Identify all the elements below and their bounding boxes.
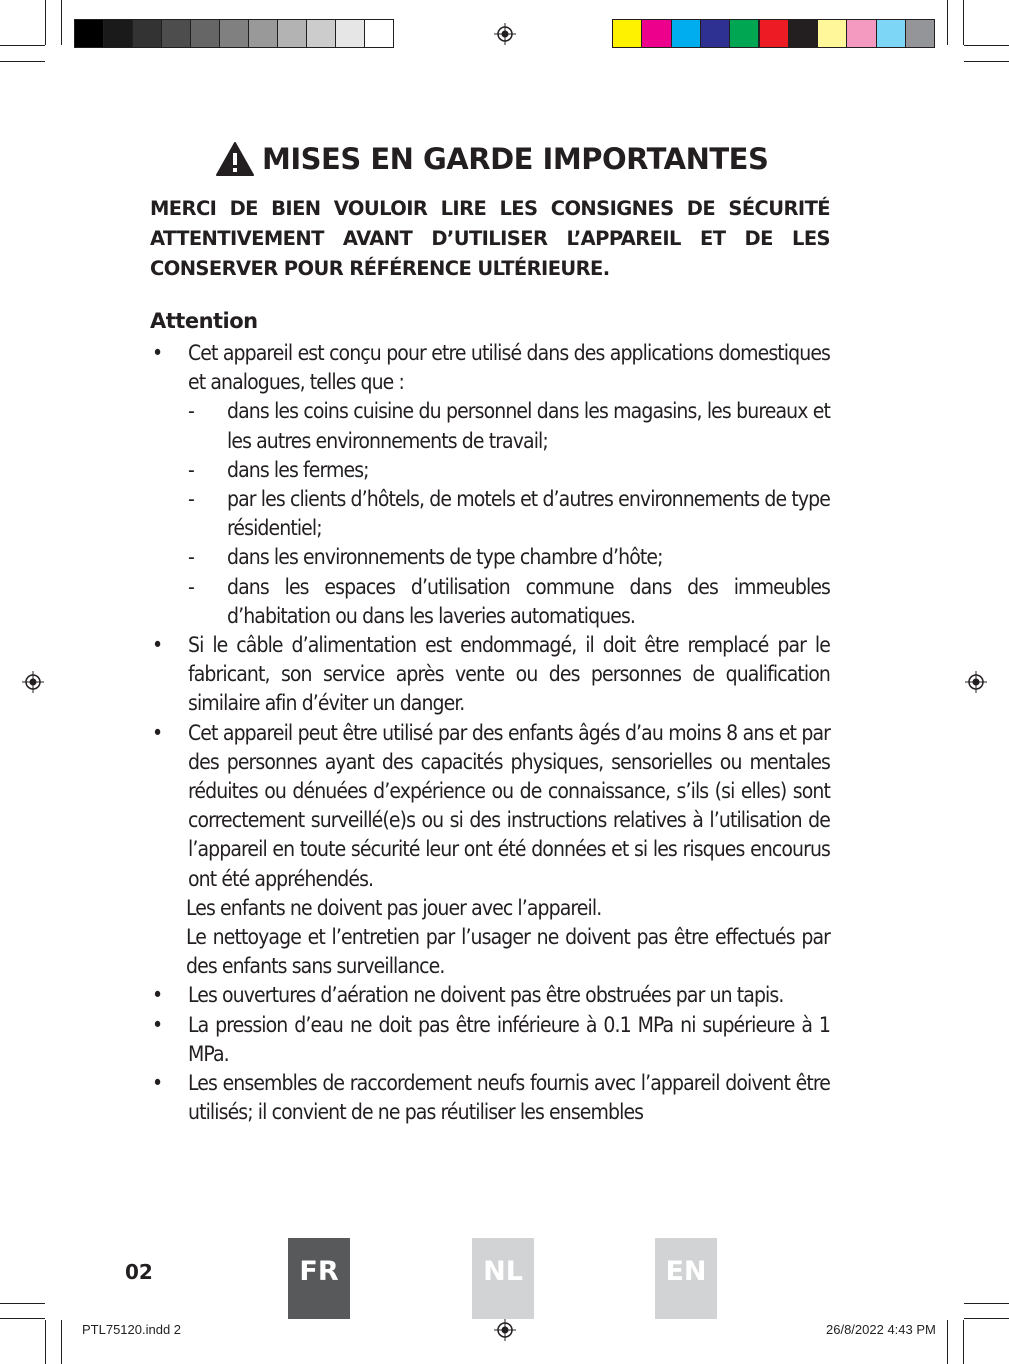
warning-triangle-icon [216, 142, 254, 176]
page-title [216, 142, 776, 176]
language-tab-label: FR [299, 1256, 339, 1287]
list-item-note: Les enfants ne doivent pas jouer avec l’appareil. [186, 895, 602, 920]
color-swatch [876, 19, 906, 48]
sub-list-item: - dans les coins cuisine du personnel dans les magasins, les bureaux et les autres environnements de travail; [150, 397, 830, 455]
crop-mark [0, 1318, 45, 1319]
sub-list-item: - par les clients d’hôtels, de motels et d’autres environnements de type résidentiel; [150, 485, 830, 543]
warnings-list [150, 339, 830, 1127]
crop-mark [61, 1320, 62, 1364]
color-swatch [671, 19, 701, 48]
color-swatch [788, 19, 818, 48]
crop-mark [0, 1303, 45, 1304]
sub-list-item: - dans les environnements de type chambre d’hôte; [150, 543, 830, 572]
attention-heading: Attention [150, 309, 258, 333]
list-item: • Les ouvertures d’aération ne doivent pas être obstruées par un tapis. [150, 981, 830, 1010]
color-swatch [277, 19, 307, 48]
color-swatch [759, 19, 789, 48]
color-swatch [132, 19, 162, 48]
color-swatch [103, 19, 133, 48]
color-swatch [641, 19, 671, 48]
registration-mark-icon [494, 23, 516, 45]
language-tab-label: EN [665, 1256, 707, 1287]
color-swatch [700, 19, 730, 48]
safety-intro: MERCI DE BIEN VOULOIR LIRE LES CONSIGNES DE SÉCURITÉ ATTENTIVEMENT AVANT D’UTILISER L’APPAREIL ET DE LES CONSERVER POUR RÉFÉRENCE ULTÉRIEURE. [150, 197, 830, 280]
color-swatch [248, 19, 278, 48]
crop-mark [0, 61, 45, 62]
color-swatch [190, 19, 220, 48]
page-number: 02 [125, 1260, 153, 1284]
crop-mark [964, 45, 1009, 46]
color-swatch [612, 19, 642, 48]
list-item-note: Le nettoyage et l’entretien par l’usager ne doivent pas être effectués par des enfants sans surveillance. [186, 925, 830, 979]
sub-list-item: - dans les fermes; [150, 456, 830, 485]
page-title-text: MISES EN GARDE IMPORTANTES [262, 142, 769, 176]
crop-mark [0, 45, 45, 46]
language-tab-label: NL [483, 1256, 523, 1287]
list-item: • Si le câble d’alimentation est endommagé, il doit être remplacé par le fabricant, son service après vente ou des personnes de qualification similaire afin d’éviter un danger. [150, 631, 830, 719]
color-swatch [729, 19, 759, 48]
color-swatch [846, 19, 876, 48]
list-item: • La pression d’eau ne doit pas être inférieure à 0.1 MPa ni supérieure à 1 MPa. [150, 1011, 830, 1069]
registration-mark-icon [22, 671, 44, 693]
file-slug: PTL75120.indd 2 [82, 1322, 182, 1337]
language-tab-en[interactable] [655, 1238, 717, 1319]
crop-mark [963, 0, 964, 45]
crop-mark [964, 61, 1009, 62]
sub-list-item: - dans les espaces d’utilisation commune dans des immeubles d’habitation ou dans les laveries automatiques. [150, 573, 830, 631]
list-item: • Cet appareil peut être utilisé par des enfants âgés d’au moins 8 ans et par des personnes ayant des capacités physiques, sensorielles ou mentales réduites ou dénuées d’expérience ou de connaissance, s’ils (si elles) sont correctement surveillé(e)s ou si des instructions relatives à l’utilisation de l’appareil en toute sécurité leur ont été données et si les risques encourus ont été appréhendés. [150, 719, 830, 894]
registration-mark-icon [494, 1319, 516, 1341]
color-swatch [335, 19, 365, 48]
color-swatch [161, 19, 191, 48]
crop-mark [45, 0, 46, 45]
color-swatch [306, 19, 336, 48]
color-swatch [219, 19, 249, 48]
language-tab-fr[interactable] [288, 1238, 350, 1319]
list-item: • Les ensembles de raccordement neufs fournis avec l’appareil doivent être utilisés; il convient de ne pas réutiliser les ensembles [150, 1069, 830, 1127]
crop-mark [964, 1318, 1009, 1319]
crop-mark [947, 0, 948, 45]
crop-mark [964, 1303, 1009, 1304]
crop-mark [45, 1320, 46, 1364]
crop-mark [61, 0, 62, 45]
registration-mark-icon [965, 671, 987, 693]
color-swatch [817, 19, 847, 48]
color-swatch [905, 19, 935, 48]
date-slug: 26/8/2022 4:43 PM [826, 1322, 936, 1337]
list-item: • Cet appareil est conçu pour etre utilisé dans des applications domestiques et analogues, telles que : [150, 339, 830, 397]
color-swatch [74, 19, 104, 48]
crop-mark [947, 1320, 948, 1364]
language-tab-nl[interactable] [472, 1238, 534, 1319]
crop-mark [963, 1320, 964, 1364]
color-swatch [364, 19, 394, 48]
